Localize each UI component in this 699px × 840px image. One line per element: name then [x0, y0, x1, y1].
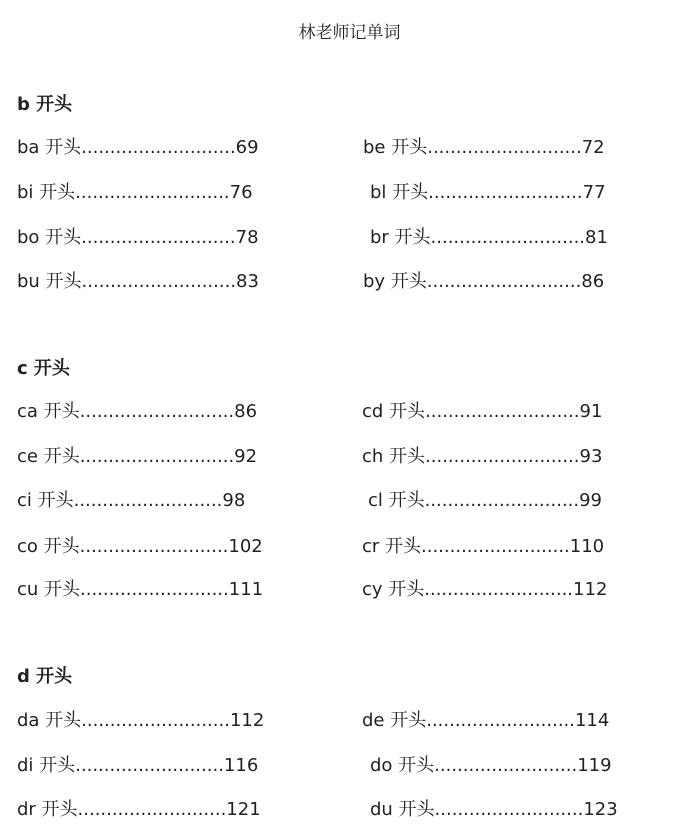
toc-entry-bo[interactable]: bo 开头...........................78	[17, 227, 259, 248]
toc-entry-du[interactable]: du 开头..........................123	[370, 799, 618, 820]
toc-entry-ch[interactable]: ch 开头...........................93	[362, 446, 603, 467]
toc-entry-br[interactable]: br 开头...........................81	[370, 227, 608, 248]
toc-entry-cd[interactable]: cd 开头...........................91	[362, 401, 603, 422]
toc-entry-by[interactable]: by 开头...........................86	[363, 271, 605, 292]
toc-entry-bi[interactable]: bi 开头...........................76	[17, 182, 253, 203]
toc-entry-di[interactable]: di 开头..........................116	[17, 755, 259, 776]
toc-entry-bu[interactable]: bu 开头...........................83	[17, 271, 259, 292]
section-heading-b: b 开头	[17, 94, 73, 115]
toc-entry-cy[interactable]: cy 开头..........................112	[362, 579, 608, 600]
toc-entry-cl[interactable]: cl 开头...........................99	[368, 490, 603, 511]
toc-entry-cr[interactable]: cr 开头..........................110	[362, 536, 605, 557]
toc-entry-ce[interactable]: ce 开头...........................92	[17, 446, 258, 467]
toc-entry-bl[interactable]: bl 开头...........................77	[370, 182, 606, 203]
toc-entry-dr[interactable]: dr 开头..........................121	[17, 799, 261, 820]
toc-entry-be[interactable]: be 开头...........................72	[363, 137, 605, 158]
toc-entry-do[interactable]: do 开头.........................119	[370, 755, 612, 776]
toc-entry-de[interactable]: de 开头..........................114	[362, 710, 610, 731]
toc-entry-co[interactable]: co 开头..........................102	[17, 536, 263, 557]
toc-entry-da[interactable]: da 开头..........................112	[17, 710, 265, 731]
toc-entry-ba[interactable]: ba 开头...........................69	[17, 137, 259, 158]
toc-entry-ca[interactable]: ca 开头...........................86	[17, 401, 258, 422]
section-heading-d: d 开头	[17, 666, 73, 687]
section-heading-c: c 开头	[17, 358, 70, 379]
toc-entry-cu[interactable]: cu 开头..........................111	[17, 579, 264, 600]
page-title: 林老师记单词	[298, 23, 401, 43]
toc-entry-ci[interactable]: ci 开头..........................98	[17, 490, 246, 511]
